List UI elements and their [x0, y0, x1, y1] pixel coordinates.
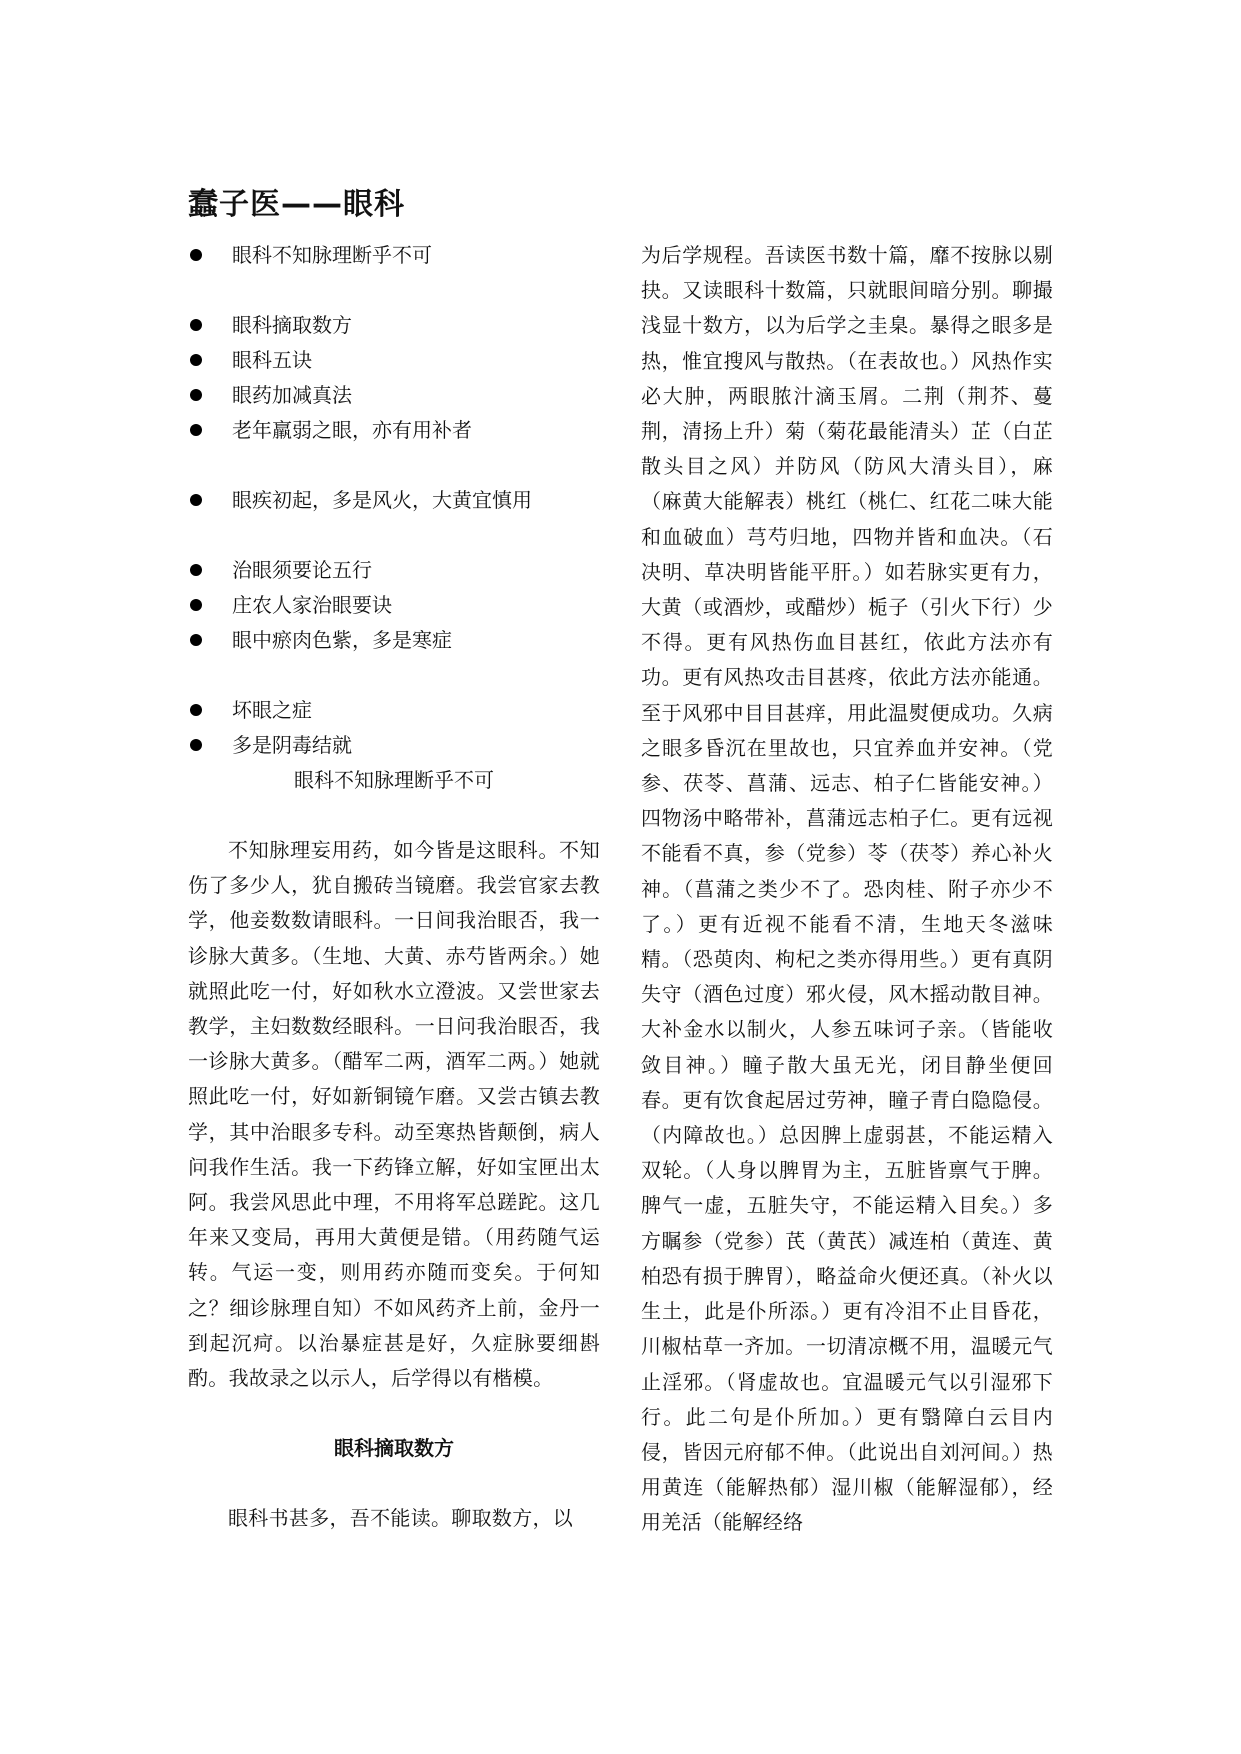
bullet-icon [190, 319, 202, 331]
toc-item [188, 308, 600, 343]
bullet-icon [190, 564, 202, 576]
toc-item [188, 483, 600, 518]
section-body-1: 不知脉理妄用药，如今皆是这眼科。不知伤了多少人，犹自搬砖当镜磨。我尝官家去教学，他妾数数请眼科。一日间我治眼否，我一诊脉大黄多。（生地、大黄、赤芍皆两余。）她就照此吃一付，好如秋水立澄波。又尝世家去教学，主妇数数经眼科。一日问我治眼否，我一诊脉大黄多。（醋军二两，酒军二两。）她就照此吃一付，好如新铜镜乍磨。又尝古镇去教学，其中治眼多专科。动至寒热皆颠倒，病人问我作生活。我一下药锋立解，好如宝匣出太阿。我尝风思此中理，不用将军总蹉跎。这几年来又变局，再用大黄便是错。（用药随气运转。气运一变，则用药亦随而变矣。于何知之？细诊脉理自知）不如风药齐上前，金丹一到起沉疴。以治暴症甚是好，久症脉要细斟酌。我故录之以示人，后学得以有楷模。 [188, 838, 600, 1391]
spacer [188, 798, 600, 833]
toc-item [188, 238, 600, 273]
section-heading-1: 眼科不知脉理断乎不可 [294, 768, 494, 792]
toc-item-label: 多是阴毒结就 [232, 733, 352, 757]
section-body-2-start: 眼科书甚多，吾不能读。聊取数方，以 [228, 1506, 574, 1531]
bullet-icon [190, 354, 202, 366]
toc-item [188, 623, 600, 658]
toc-item-label: 坏眼之症 [232, 698, 312, 722]
toc-item [188, 343, 600, 378]
section-body-2-continued: 为后学规程。吾读医书数十篇，靡不按脉以剔抉。又读眼科十数篇，只就眼间暗分别。聊撮浅显十数方，以为后学之圭臬。暴得之眼多是热，惟宜搜风与散热。（在表故也。）风热作实必大肿，两眼脓汁滴玉屑。二荆（荆芥、蔓荆，清扬上升）菊（菊花最能清头）芷（白芷散头目之风）并防风（防风大清头目），麻（麻黄大能解表）桃红（桃仁、红花二味大能和血破血）芎芍归地，四物并皆和血决。（石决明、草决明皆能平肝。）如若脉实更有力，大黄（或酒炒，或醋炒）栀子（引火下行）少不得。更有风热伤血目甚红，依此方法亦有功。更有风热攻击目甚疼，依此方法亦能通。至于风邪中目目甚痒，用此温熨便成功。久病之眼多昏沉在里故也，只宜养血并安神。（党参、茯苓、菖蒲、远志、柏子仁皆能安神。）四物汤中略带补，菖蒲远志柏子仁。更有远视不能看不真，参（党参）苓（茯苓）养心补火神。（菖蒲之类少不了。恐肉桂、附子亦少不了。）更有近视不能看不清，生地天冬滋味精。（恐萸肉、枸杞之类亦得用些。）更有真阴失守（酒色过度）邪火侵，风木摇动散目神。大补金水以制火，人参五味诃子亲。（皆能收敛目神。）瞳子散大虽无光，闭目静坐便回春。更有饮食起居过劳神，瞳子青白隐隐侵。（内障故也。）总因脾上虚弱甚，不能运精入双轮。（人身以脾胃为主，五脏皆禀气于脾。脾气一虚，五脏失守，不能运精入目矣。）多方瞩参（党参）芪（黄芪）减连柏（黄连、黄柏恐有损于脾胃），略益命火便还真。（补火以生土，此是仆所添。）更有冷泪不止目昏花，川椒枯草一齐加。一切清凉概不用，温暖元气止淫邪。（肾虚故也。宜温暖元气以引湿邪下行。此二句是仆所加。）更有翳障白云目内侵，皆因元府郁不伸。（此说出自刘河间。）热用黄连（能解热郁）湿川椒（能解湿郁），经用羌活（能解经络 [641, 243, 1053, 1535]
toc-item-label: 眼药加减真法 [232, 383, 352, 407]
bullet-icon [190, 704, 202, 716]
bullet-icon [190, 389, 202, 401]
bullet-icon [190, 739, 202, 751]
bullet-icon [190, 494, 202, 506]
spacer [188, 1466, 600, 1501]
toc-item-label: 老年羸弱之眼，亦有用补者 [232, 418, 472, 442]
document-title: 蠢子医——眼科 [188, 187, 405, 222]
right-column [641, 238, 1053, 1541]
toc-item-label: 治眼须要论五行 [232, 558, 372, 582]
table-of-contents [188, 238, 600, 763]
bullet-icon [190, 599, 202, 611]
bullet-icon [190, 634, 202, 646]
section-heading-2: 眼科摘取数方 [334, 1436, 454, 1461]
left-column [188, 238, 600, 1536]
bullet-icon [190, 424, 202, 436]
toc-item [188, 413, 600, 448]
toc-item [188, 693, 600, 728]
toc-item-label: 眼科五诀 [232, 348, 312, 372]
toc-item-label: 眼中瘀肉色紫，多是寒症 [232, 628, 452, 652]
toc-item-label: 庄农人家治眼要诀 [232, 593, 392, 617]
toc-item [188, 728, 600, 763]
bullet-icon [190, 249, 202, 261]
toc-item [188, 378, 600, 413]
toc-item [188, 588, 600, 623]
toc-item-label: 眼科不知脉理断乎不可 [232, 243, 432, 267]
toc-item-label: 眼科摘取数方 [232, 313, 352, 337]
toc-item [188, 553, 600, 588]
toc-item-label: 眼疾初起，多是风火，大黄宜慎用 [232, 488, 532, 512]
spacer [188, 1396, 600, 1431]
